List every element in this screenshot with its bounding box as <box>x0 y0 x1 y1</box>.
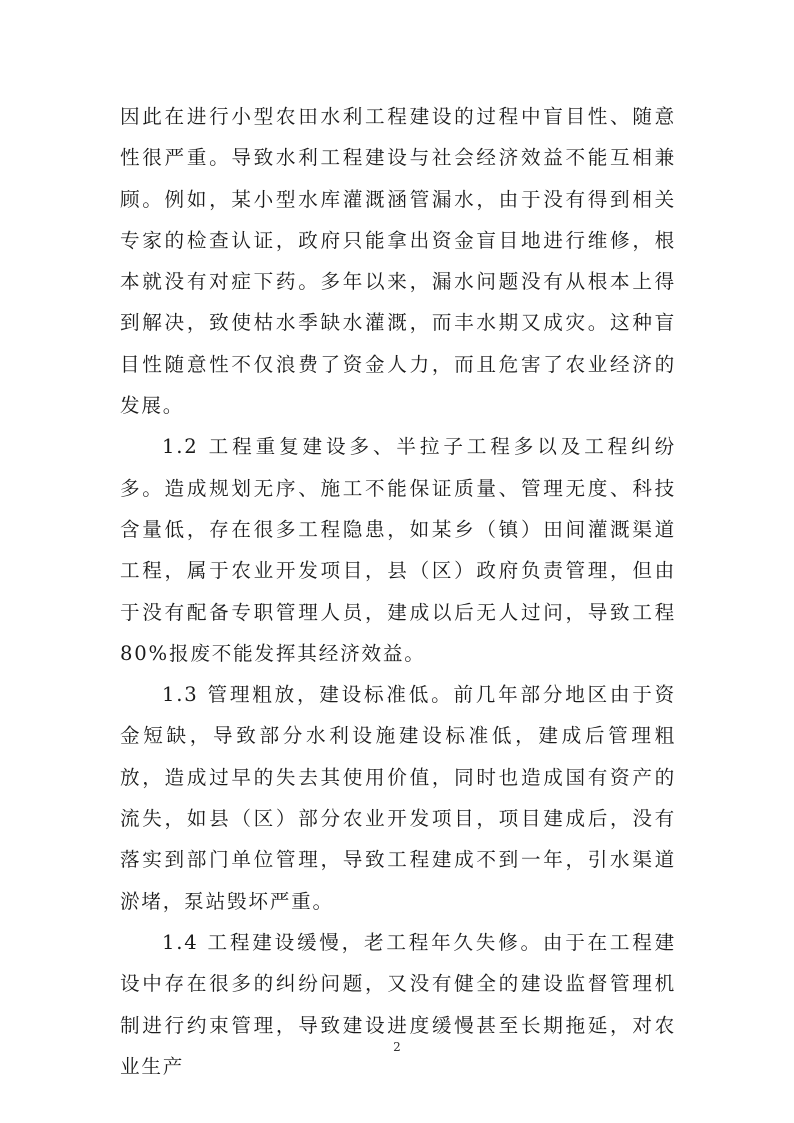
body-text <box>120 96 676 1087</box>
paragraph-section-1-2: 1.2 工程重复建设多、半拉子工程多以及工程纠纷多。造成规划无序、施工不能保证质量、管理无度、科技含量低，存在很多工程隐患，如某乡（镇）田间灌溉渠道工程，属于农业开发项目，县（区）政府负责管理，但由于没有配备专职管理人员，建成以后无人过问，导致工程 80%报废不能发挥其经济效益。 <box>120 435 676 665</box>
paragraph-continuation: 因此在进行小型农田水利工程建设的过程中盲目性、随意性很严重。导致水利工程建设与社会经济效益不能互相兼顾。例如，某小型水库灌溉涵管漏水，由于没有得到相关专家的检查认证，政府只能拿出资金盲目地进行维修，根本就没有对症下药。多年以来，漏水问题没有从根本上得到解决，致使枯水季缺水灌溉，而丰水期又成灾。这种盲目性随意性不仅浪费了资金人力，而且危害了农业经济的发展。 <box>120 105 676 418</box>
page-number: 2 <box>393 1040 401 1054</box>
paragraph-section-1-3: 1.3 管理粗放，建设标准低。前几年部分地区由于资金短缺，导致部分水利设施建设标准低，建成后管理粗放，造成过早的失去其使用价值，同时也造成国有资产的流失，如县（区）部分农业开发项目，项目建成后，没有落实到部门单位管理，导致工程建成不到一年，引水渠道淤堵，泵站毁坏严重。 <box>120 683 676 913</box>
paragraph-section-1-4: 1.4 工程建设缓慢，老工程年久失修。由于在工程建设中存在很多的纠纷问题，又没有健全的建设监督管理机制进行约束管理，导致建设进度缓慢甚至长期拖延，对农业生产 <box>120 930 676 1078</box>
